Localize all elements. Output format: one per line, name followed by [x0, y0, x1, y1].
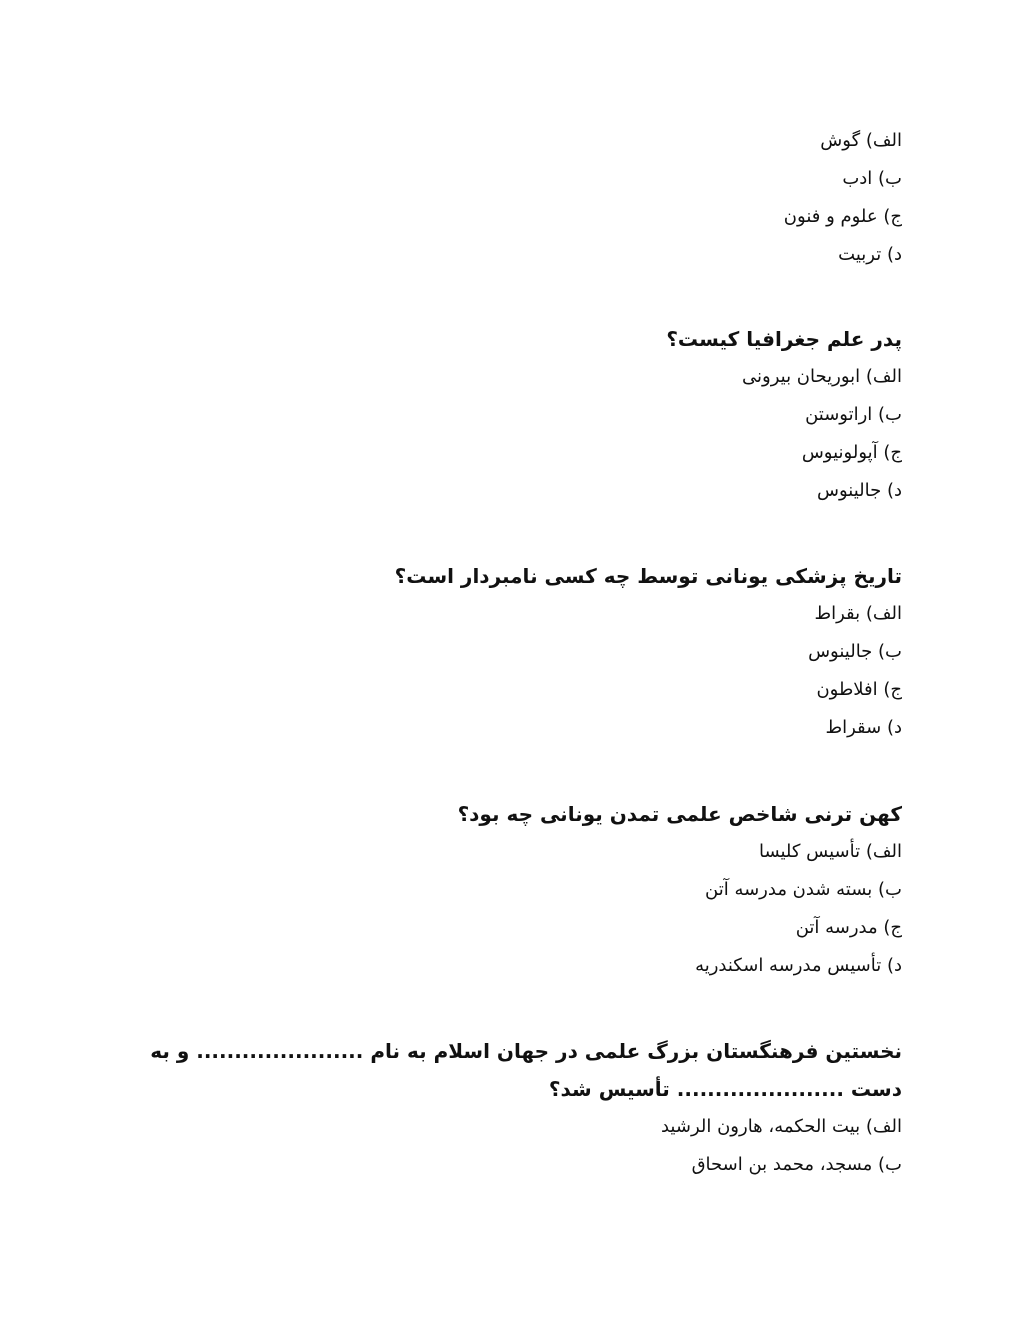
option-c: ج) علوم و فنون: [783, 206, 902, 227]
question-block-5: [118, 1032, 902, 1184]
option-b: ب) ادب: [842, 168, 902, 189]
option-a: الف) تأسیس کلیسا: [758, 841, 902, 862]
option-b: ب) اراتوستن: [805, 404, 902, 425]
option-d: د) تأسیس مدرسه اسکندریه: [695, 955, 902, 976]
option-c: ج) مدرسه آتن: [795, 917, 902, 938]
option-a: الف) بیت الحکمه، هارون الرشید: [660, 1116, 902, 1137]
option-b: ب) جالینوس: [808, 641, 902, 662]
question-block-3: [118, 557, 902, 747]
option-d: د) سقراط: [825, 717, 902, 738]
question-block-4: [118, 795, 902, 985]
option-d: د) جالینوس: [817, 480, 902, 501]
question-text: نخستین فرهنگستان بزرگ علمی در جهان اسلام به نام ...................... و به دست ...................... تأسیس شد؟: [150, 1039, 902, 1101]
question-text: پدر علم جغرافیا کیست؟: [666, 327, 902, 351]
option-a: الف) ابوریحان بیرونی: [742, 366, 902, 387]
question-text: تاریخ پزشکی یونانی توسط چه کسی نامبردار است؟: [394, 564, 902, 588]
option-b: ب) بسته شدن مدرسه آتن: [705, 879, 902, 900]
option-d: د) تربیت: [838, 244, 902, 265]
option-c: ج) افلاطون: [816, 679, 902, 700]
question-text: کهن ترنی شاخص علمی تمدن یونانی چه بود؟: [457, 802, 902, 826]
question-block-1: [118, 122, 902, 274]
option-a: الف) گوش: [820, 130, 902, 151]
option-b: ب) مسجد، محمد بن اسحاق: [691, 1154, 902, 1175]
question-block-2: [118, 320, 902, 510]
option-c: ج) آپولونیوس: [801, 442, 902, 463]
option-a: الف) بقراط: [814, 603, 902, 624]
